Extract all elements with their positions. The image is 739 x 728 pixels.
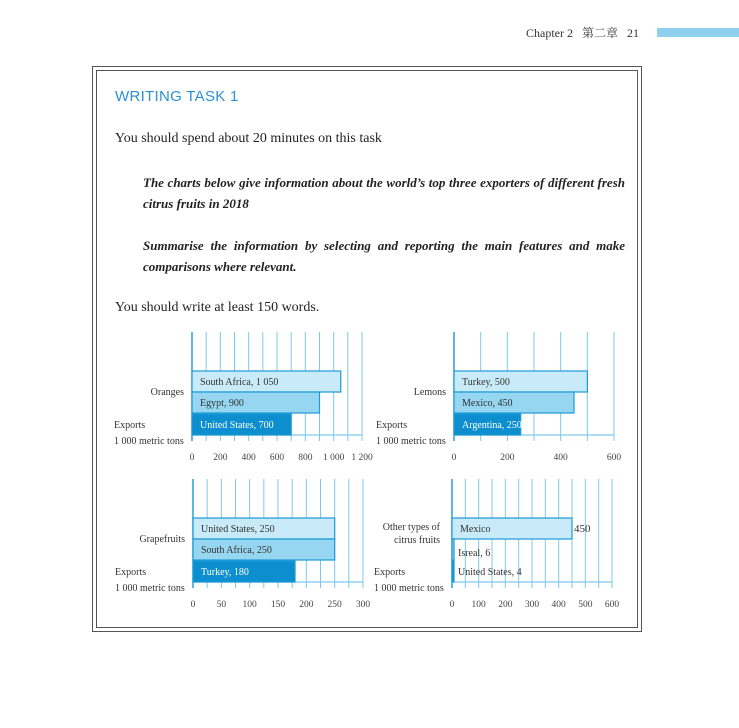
- unit-label: 1 000 metric tons: [376, 436, 446, 447]
- page-number: 21: [627, 26, 640, 40]
- category-label: Grapefruits: [139, 534, 185, 545]
- chart-oranges: [112, 330, 382, 470]
- unit-label: 1 000 metric tons: [115, 583, 185, 594]
- exports-label: Exports: [376, 420, 408, 431]
- tick-label: 600: [606, 453, 622, 463]
- bar-label: South Africa, 1 050: [200, 377, 279, 388]
- tick-label: 100: [242, 600, 257, 610]
- tick-label: 150: [270, 600, 286, 610]
- tick-label: 1 000: [322, 453, 345, 463]
- bar-label: United States, 700: [200, 420, 274, 431]
- bar-label: Argentina, 250: [462, 420, 522, 431]
- tick-label: 400: [553, 453, 568, 463]
- tick-label: 1 200: [351, 453, 373, 463]
- tick-label: 200: [500, 453, 515, 463]
- tick-label: 300: [355, 600, 371, 610]
- tick-label: 500: [578, 600, 593, 610]
- chapter-chinese: 第二章: [582, 26, 619, 40]
- bar-other-2: [452, 539, 454, 560]
- tick-label: 600: [269, 453, 285, 463]
- tick-label: 0: [449, 600, 455, 610]
- bar-outside-label: 450: [574, 523, 591, 535]
- tick-label: 400: [551, 600, 566, 610]
- exports-label: Exports: [115, 567, 147, 578]
- prompt-description: The charts below give information about the world’s top three exporters of different fresh citrus fruits in 2018: [143, 175, 625, 211]
- tick-label: 200: [299, 600, 314, 610]
- category-label: Oranges: [150, 387, 184, 398]
- exports-label: Exports: [114, 420, 146, 431]
- tick-label: 600: [604, 600, 620, 610]
- chart-grapefruits: [112, 477, 382, 617]
- bar-label: United States, 4: [458, 567, 522, 578]
- tick-label: 100: [471, 600, 486, 610]
- header-accent-bar: [657, 28, 739, 37]
- bar-label: Isreal, 6: [458, 548, 491, 559]
- bar-label: United States, 250: [201, 524, 275, 535]
- prompt-summarise: Summarise the information by selecting and reporting the main features and make comparisons where relevant.: [143, 238, 625, 274]
- chart-lemons: [372, 330, 642, 470]
- tick-label: 200: [213, 453, 228, 463]
- tick-label: 0: [451, 453, 457, 463]
- chapter-label: Chapter 2: [526, 26, 573, 40]
- time-instruction: You should spend about 20 minutes on this task: [115, 131, 382, 146]
- bar-label: Turkey, 500: [462, 377, 510, 388]
- tick-label: 200: [498, 600, 513, 610]
- task-title: WRITING TASK 1: [115, 88, 239, 105]
- category-label: Lemons: [413, 387, 446, 398]
- bar-other-3: [452, 561, 454, 582]
- category-label: Other types of: [382, 522, 440, 533]
- bar-label: Mexico, 450: [462, 398, 513, 409]
- tick-label: 250: [327, 600, 342, 610]
- unit-label: 1 000 metric tons: [374, 583, 444, 594]
- tick-label: 0: [189, 453, 195, 463]
- chart-other-citrus: [372, 477, 642, 617]
- exports-label: Exports: [374, 567, 406, 578]
- tick-label: 50: [216, 600, 227, 610]
- category-label: citrus fruits: [394, 535, 440, 546]
- bar-label: South Africa, 250: [201, 545, 272, 556]
- bar-label: Egypt, 900: [200, 398, 244, 409]
- tick-label: 300: [524, 600, 540, 610]
- tick-label: 800: [298, 453, 313, 463]
- page-header: [526, 24, 645, 41]
- bar-label: Mexico: [460, 524, 491, 535]
- bar-label: Turkey, 180: [201, 567, 249, 578]
- word-count-instruction: You should write at least 150 words.: [115, 300, 320, 315]
- tick-label: 400: [241, 453, 256, 463]
- unit-label: 1 000 metric tons: [114, 436, 184, 447]
- tick-label: 0: [190, 600, 196, 610]
